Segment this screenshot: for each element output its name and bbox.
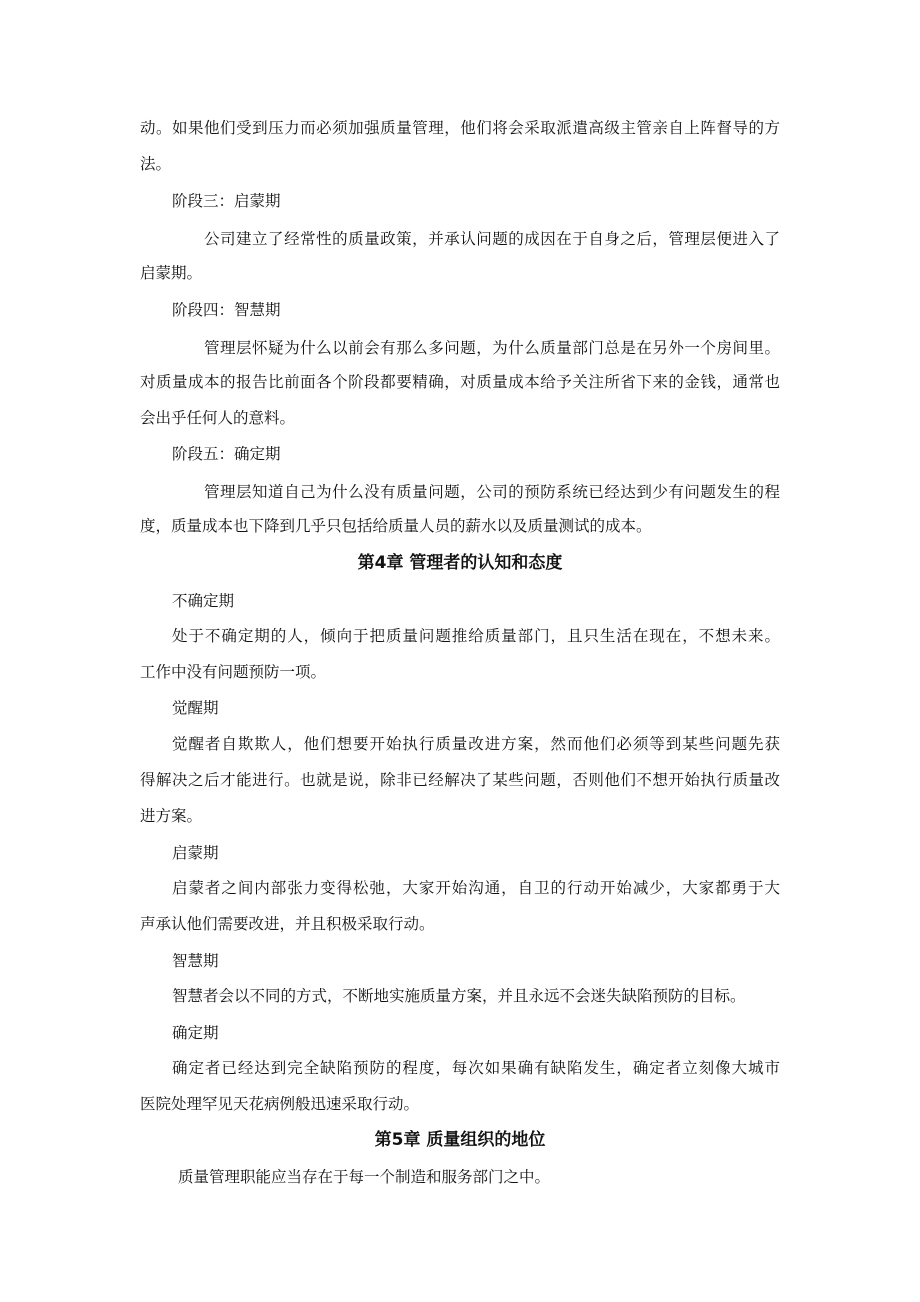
phase-label: 确定期 xyxy=(172,1024,219,1042)
paragraph-line: 动。如果他们受到压力而必须加强质量管理，他们将会采取派遣高级主管亲自上阵督导的方 xyxy=(140,119,780,137)
paragraph-line: 法。 xyxy=(140,155,172,173)
phase-label: 启蒙期 xyxy=(172,844,219,862)
paragraph-line: 公司建立了经常性的质量政策，并承认问题的成因在于自身之后，管理层便进入了 xyxy=(204,230,780,248)
paragraph-line: 管理层怀疑为什么以前会有那么多问题，为什么质量部门总是在另外一个房间里。 xyxy=(204,339,780,357)
stage-label: 阶段五：确定期 xyxy=(172,445,281,463)
paragraph-line: 得解决之后才能进行。也就是说，除非已经解决了某些问题，否则他们不想开始执行质量改 xyxy=(140,771,780,789)
paragraph-line: 启蒙者之间内部张力变得松弛，大家开始沟通，自卫的行动开始减少，大家都勇于大 xyxy=(172,879,780,897)
phase-label: 智慧期 xyxy=(172,952,219,970)
paragraph-line: 觉醒者自欺欺人，他们想要开始执行质量改进方案，然而他们必须等到某些问题先获 xyxy=(172,735,780,753)
paragraph-line: 工作中没有问题预防一项。 xyxy=(140,663,327,681)
stage-label: 阶段三：启蒙期 xyxy=(172,192,281,210)
chapter-heading: 第5章 质量组织的地位 xyxy=(374,1130,546,1150)
paragraph-line: 确定者已经达到完全缺陷预防的程度，每次如果确有缺陷发生，确定者立刻像大城市 xyxy=(172,1059,780,1077)
phase-label: 觉醒期 xyxy=(172,699,219,717)
phase-label: 不确定期 xyxy=(172,592,235,610)
paragraph-line: 管理层知道自己为什么没有质量问题，公司的预防系统已经达到少有问题发生的程 xyxy=(204,483,780,501)
paragraph-line: 声承认他们需要改进，并且积极采取行动。 xyxy=(140,915,435,933)
chapter-heading: 第4章 管理者的认知和态度 xyxy=(357,553,563,573)
paragraph-line: 医院处理罕见天花病例般迅速采取行动。 xyxy=(140,1095,420,1113)
paragraph-line: 度，质量成本也下降到几乎只包括给质量人员的薪水以及质量测试的成本。 xyxy=(140,517,652,535)
paragraph-line: 对质量成本的报告比前面各个阶段都要精确，对质量成本给予关注所省下来的金钱，通常也 xyxy=(140,373,780,391)
paragraph-line: 进方案。 xyxy=(140,807,203,825)
paragraph-line: 启蒙期。 xyxy=(140,264,203,282)
paragraph-line: 处于不确定期的人，倾向于把质量问题推给质量部门，且只生活在现在，不想未来。 xyxy=(172,627,780,645)
paragraph-line: 会出乎任何人的意料。 xyxy=(140,409,296,427)
paragraph-line: 质量管理职能应当存在于每一个制造和服务部门之中。 xyxy=(178,1168,551,1186)
stage-label: 阶段四：智慧期 xyxy=(172,301,281,319)
paragraph-line: 智慧者会以不同的方式，不断地实施质量方案，并且永远不会迷失缺陷预防的目标。 xyxy=(172,987,746,1005)
